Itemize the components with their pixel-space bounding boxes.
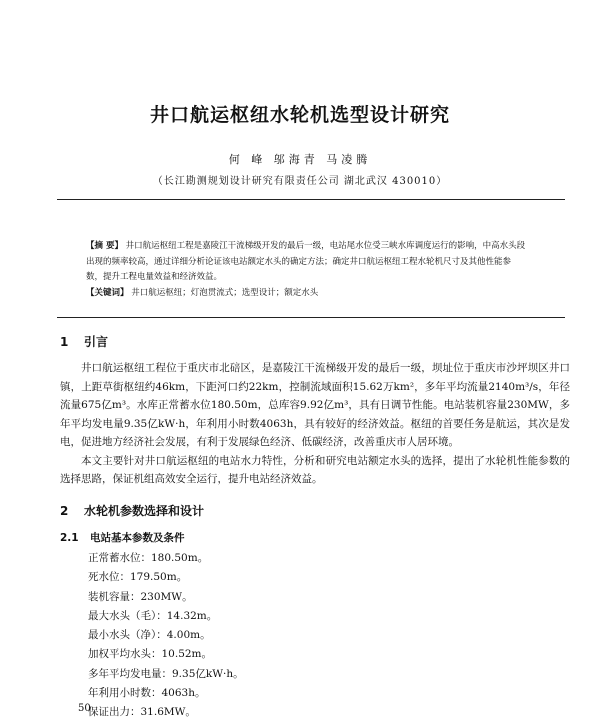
section-1-body <box>60 359 570 489</box>
abstract-divider <box>57 317 565 318</box>
abstract-text: 井口航运枢纽工程是嘉陵江干流梯级开发的最后一级，电站尾水位受三峡水库调度运行的影响，中高水头段出现的频率较高，通过详细分析论证该电站额定水头的确定方法；确定井口航运枢纽工程水轮机尺寸及其他性能参数，提升工程电量效益和经济效益。 <box>86 241 526 282</box>
section-1-title: 引言 <box>84 335 109 349</box>
station-parameter-list <box>88 549 244 723</box>
list-item: 加权平均水头：10.52m。 <box>88 648 213 661</box>
author-affiliation: （长江勘测规划设计研究有限责任公司 湖北武汉 430010） <box>152 176 448 187</box>
abstract-block <box>86 239 526 301</box>
subsection-2-1-title: 电站基本参数及条件 <box>90 532 185 544</box>
list-item: 年利用小时数：4063h。 <box>88 687 206 700</box>
body-paragraph: 本文主要针对井口航运枢纽的电站水力特性，分析和研究电站额定水头的选择，提出了水轮机性能参数的选择思路，保证机组高效安全运行，提升电站经济效益。 <box>60 454 570 485</box>
author-list: 何 峰 邬海青 马凌腾 <box>228 153 372 166</box>
header-divider <box>57 199 565 200</box>
page-number: 50 <box>78 703 91 714</box>
keywords-label: 【关键词】 <box>86 287 129 298</box>
paper-title: 井口航运枢纽水轮机选型设计研究 <box>149 104 450 126</box>
section-2-title: 水轮机参数选择和设计 <box>84 504 205 518</box>
list-item: 死水位：179.50m。 <box>88 571 188 584</box>
list-item: 正常蓄水位：180.50m。 <box>88 552 209 564</box>
list-item: 最大水头（毛）：14.32m。 <box>88 609 218 622</box>
list-item: 多年平均发电量：9.35亿kW·h。 <box>88 667 244 680</box>
body-paragraph: 井口航运枢纽工程位于重庆市北碚区，是嘉陵江干流梯级开发的最后一级，坝址位于重庆市沙坪坝区井口镇，上距草街枢纽约46km，下距河口约22km，控制流域面积15.62万km²，多年平均流量2140m³/s，年径流量675亿m³。水库正常蓄水位180.50m，总库容9.92亿m³，具有日调节性能。电站装机容量230MW，多年平均发电量9.35亿kW·h，年利用小时数4063h，具有较好的经济效益。枢纽的首要任务是航运，其次是发电，促进地方经济社会发展，有利于发展绿色经济、低碳经济，改善重庆市人居环境。 <box>60 362 570 448</box>
section-1-number: 1 <box>60 335 69 349</box>
section-2-number: 2 <box>60 504 69 518</box>
subsection-2-1-number: 2.1 <box>60 532 79 544</box>
list-item: 装机容量：230MW。 <box>88 590 193 603</box>
list-item: 保证出力：31.6MW。 <box>88 706 196 719</box>
section-2-heading <box>60 502 204 519</box>
list-item: 最小水头（净）：4.00m。 <box>88 629 211 642</box>
abstract-label: 【摘 要】 <box>86 241 123 251</box>
keywords-text: 井口航运枢纽；灯泡贯流式；选型设计；额定水头 <box>131 287 319 298</box>
subsection-2-1-heading <box>60 530 185 545</box>
section-1-heading <box>60 333 108 350</box>
